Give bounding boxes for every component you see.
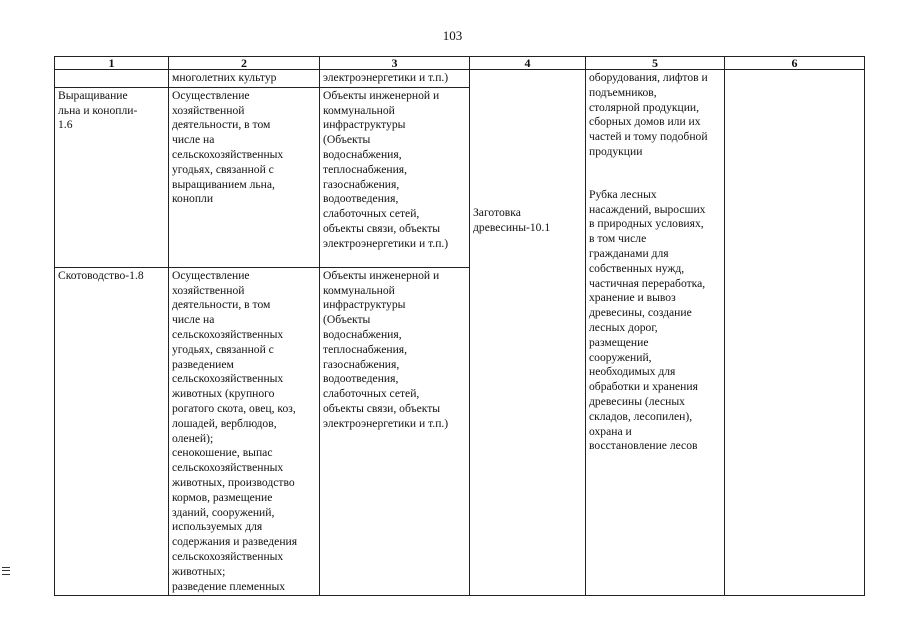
- cell-cattle-infrastructure: Объекты инженерной и коммунальной инфраструктуры (Объекты водоснабжения, теплоснабжения, газоснабжения, водоотведения, слаботочных сетей, объекты связи, объекты электроэнергетики и т.п.): [320, 267, 470, 596]
- page-number: 103: [442, 28, 463, 43]
- cell-col5-continued-text: оборудования, лифтов и подъемников, столярной продукции, сборных домов или их частей и тому подобной продукции: [589, 71, 708, 158]
- cell-timber-description: Рубка лесных насаждений, выросших в природных условиях, в том числе гражданами для собственных нужд, частичная переработка, хранение и вывоз древесины, создание лесных дорог, размещение сооружений, необходимых для обработки и хранения древесины (лесных складов, лесопилен), охрана и восстановление лесов: [589, 187, 706, 453]
- cell-col6: [725, 70, 865, 596]
- cell-cont-c2: многолетних культур: [169, 70, 320, 88]
- header-col-2: 2: [169, 57, 320, 70]
- header-col-3: 3: [320, 57, 470, 70]
- cell-timber-harvesting: Заготовка древесины-10.1: [470, 70, 586, 596]
- land-use-table: [54, 56, 865, 596]
- cell-flax-description: Осуществление хозяйственной деятельности, в том числе на сельскохозяйственных угодьях, связанной с выращиванием льна, конопли: [169, 87, 320, 267]
- header-col-4: 4: [470, 57, 586, 70]
- cell-cattle-name: Скотоводство-1.8: [55, 267, 169, 596]
- cell-cont-c3: электроэнергетики и т.п.): [320, 70, 470, 88]
- cell-flax-name: Выращивание льна и конопли- 1.6: [55, 87, 169, 267]
- cell-cont-c1: [55, 70, 169, 88]
- cell-col5-content: [586, 70, 725, 596]
- header-row: [55, 57, 865, 70]
- cell-flax-infrastructure: Объекты инженерной и коммунальной инфраструктуры (Объекты водоснабжения, теплоснабжения, газоснабжения, водоотведения, слаботочных сетей, объекты связи, объекты электроэнергетики и т.п.): [320, 87, 470, 267]
- header-col-5: 5: [586, 57, 725, 70]
- margin-mark-icon: [2, 567, 10, 575]
- cell-cattle-description: Осуществление хозяйственной деятельности, в том числе на сельскохозяйственных угодьях, связанной с разведением сельскохозяйственных животных (крупного рогатого скота, овец, коз, лошадей, верблюдов, оленей); сенокошение, выпас сельскохозяйственных животных, производство кормов, размещение зданий, сооружений, используемых для содержания и разведения сельскохозяйственных животных; разведение племенных: [169, 267, 320, 596]
- table-row-continued: [55, 70, 865, 88]
- header-col-1: 1: [55, 57, 169, 70]
- header-col-6: 6: [725, 57, 865, 70]
